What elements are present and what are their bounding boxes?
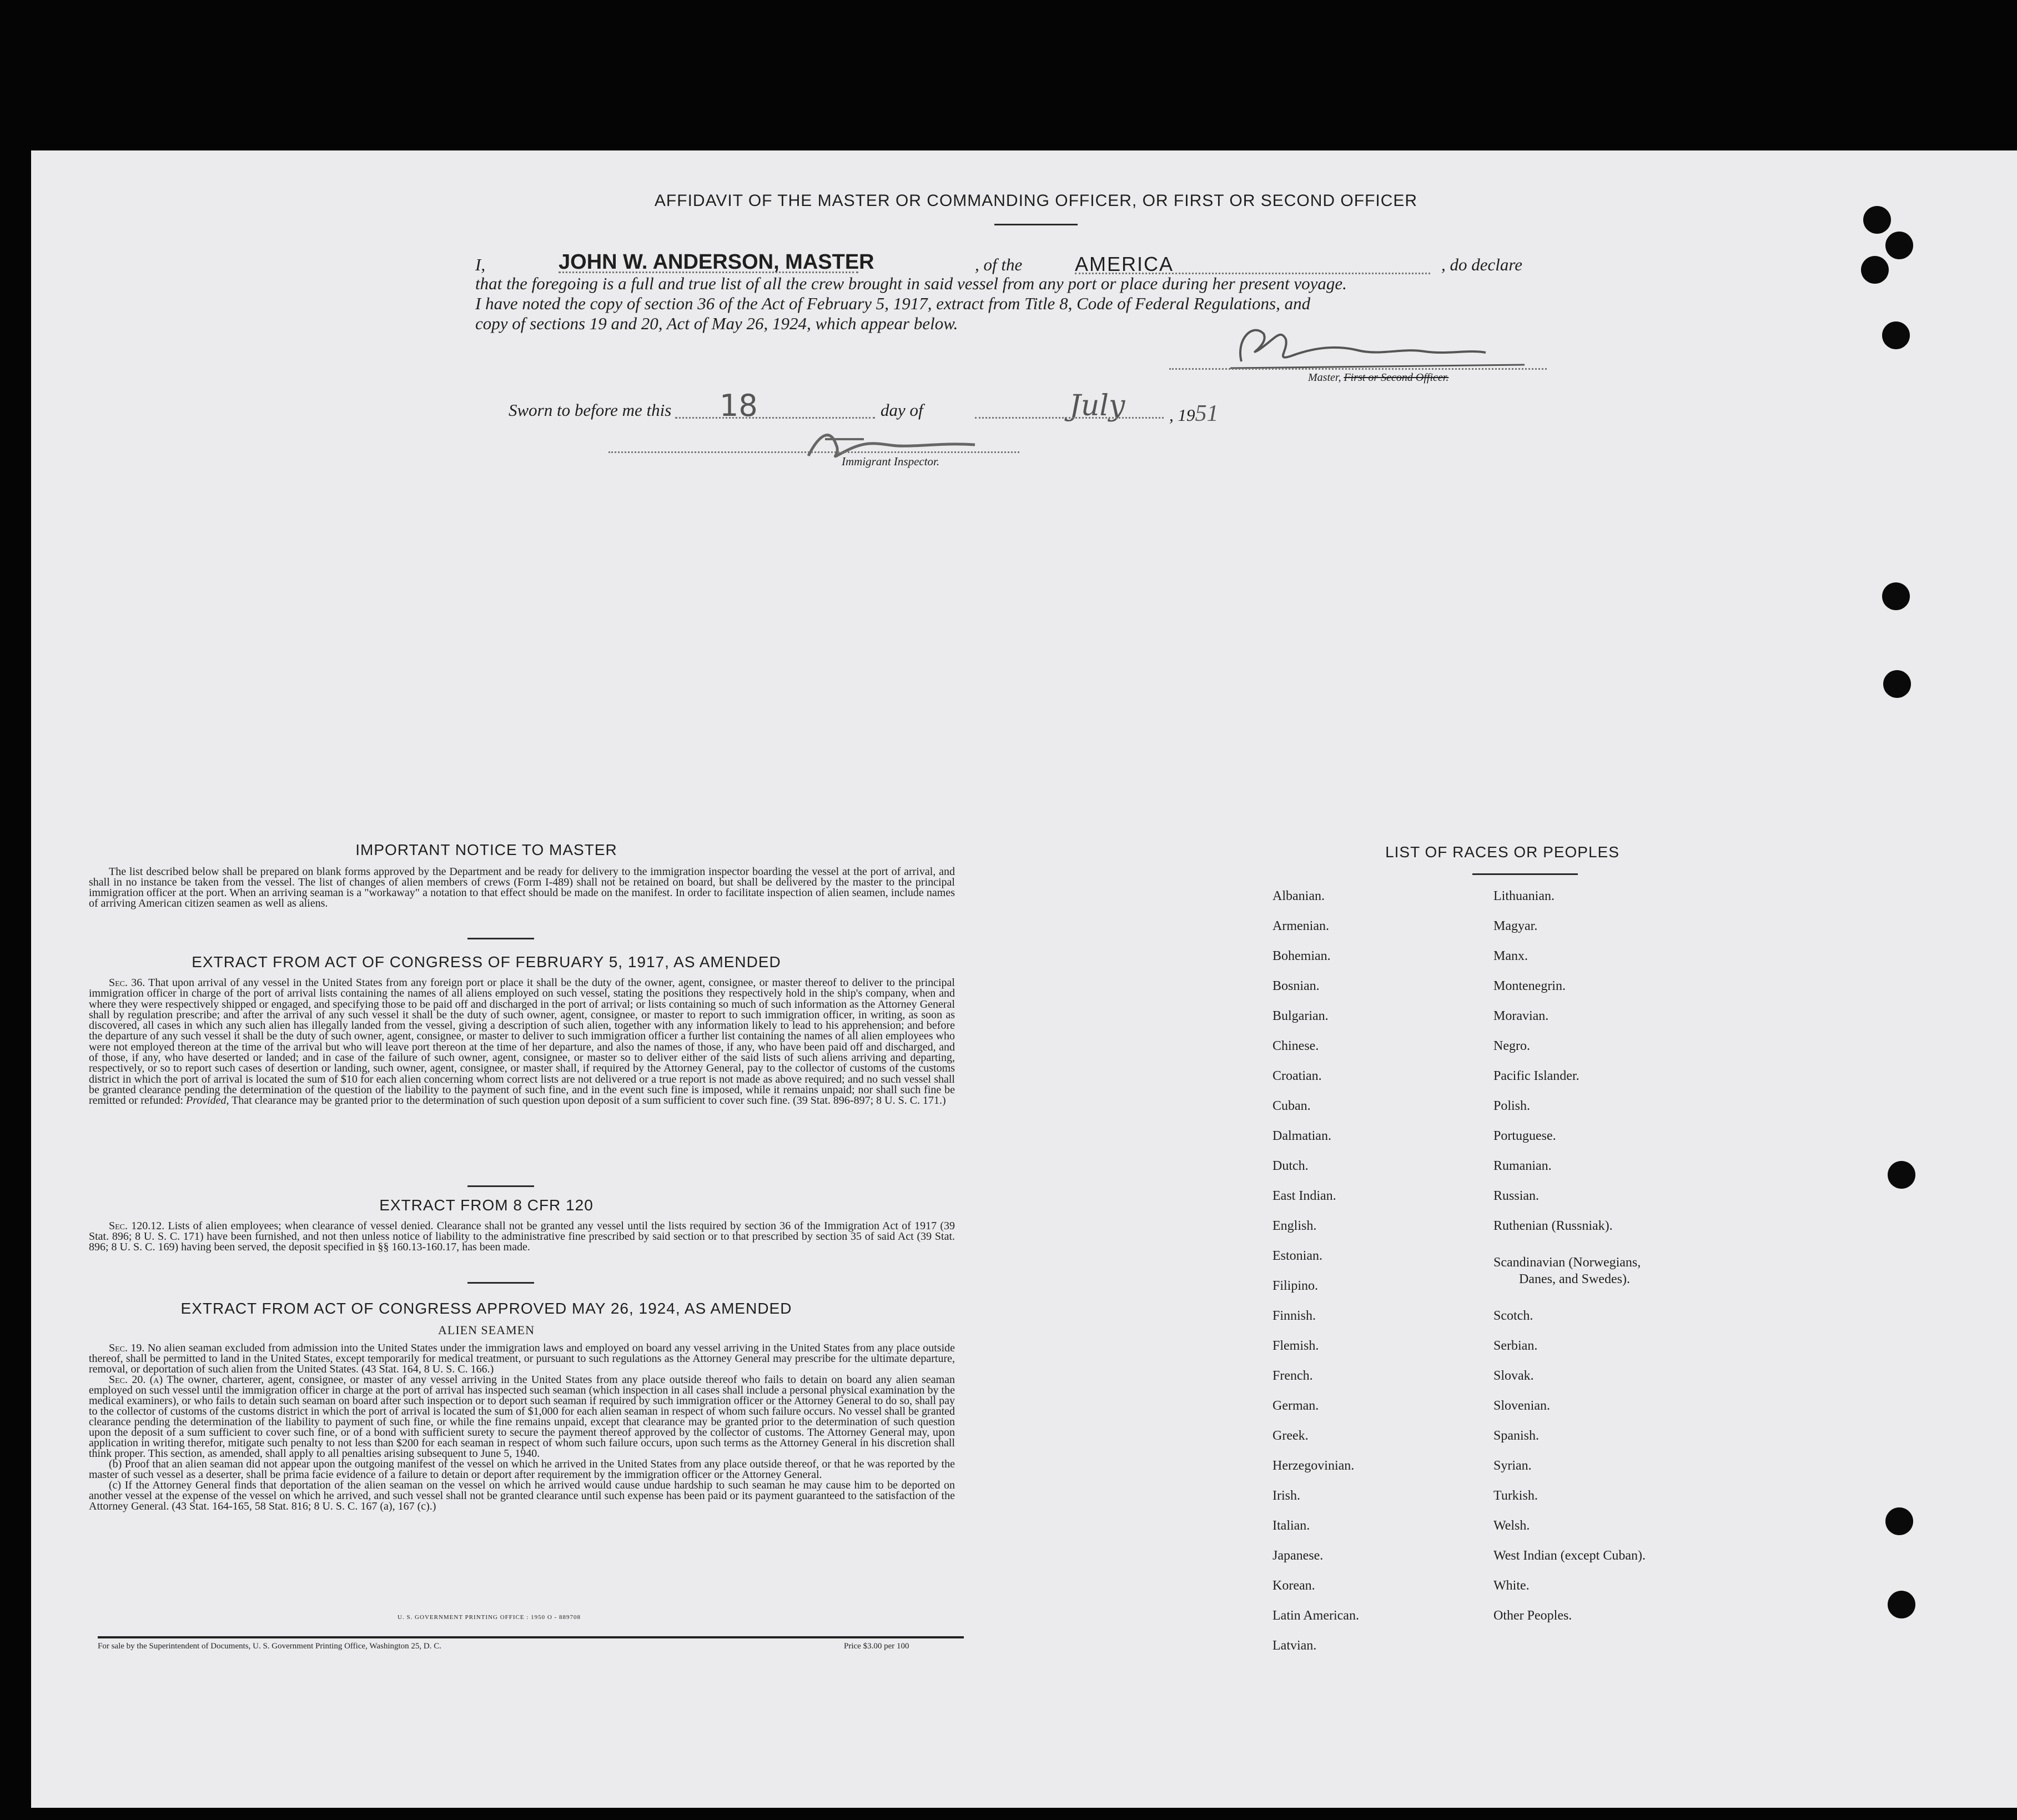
- affidavit-line-3: I have noted the copy of section 36 of the Act of February 5, 1917, extract from Title 8, Code of Federal Regulations, and: [475, 294, 1311, 313]
- form-sheet: [31, 150, 2017, 1808]
- struck-officer-text: First or Second Officer.: [1344, 371, 1449, 384]
- race-item: Irish.: [1272, 1489, 1300, 1503]
- affidavit-line-4: copy of sections 19 and 20, Act of May 26, 1924, which appear below.: [475, 314, 958, 333]
- race-item: Flemish.: [1272, 1339, 1319, 1353]
- binder-hole: [1885, 232, 1913, 259]
- race-item: Montenegrin.: [1493, 979, 1566, 993]
- extract-1924-title: EXTRACT FROM ACT OF CONGRESS APPROVED MAY 26, 1924, AS AMENDED: [180, 1300, 792, 1317]
- footer-left: For sale by the Superintendent of Documents, U. S. Government Printing Office, Washington 25, D. C.: [98, 1642, 441, 1651]
- race-item: Spanish.: [1493, 1429, 1540, 1443]
- signature-caption: Master, First or Second Officer.: [1308, 371, 1449, 384]
- race-item: Scandinavian (Norwegians,: [1493, 1255, 1641, 1270]
- race-item: English.: [1272, 1219, 1317, 1233]
- race-item: Ruthenian (Russniak).: [1493, 1219, 1613, 1233]
- notice-title: IMPORTANT NOTICE TO MASTER: [355, 841, 617, 858]
- binder-hole: [1885, 1507, 1913, 1535]
- affidavit-line-1: [475, 250, 1563, 276]
- race-item: Other Peoples.: [1493, 1608, 1572, 1623]
- race-item: Pacific Islander.: [1493, 1069, 1580, 1083]
- month-field: July: [1069, 389, 1125, 423]
- binder-hole: [1861, 256, 1889, 284]
- year-field: 51: [1195, 401, 1219, 426]
- race-item: Negro.: [1493, 1039, 1530, 1053]
- race-item: Chinese.: [1272, 1039, 1319, 1053]
- master-name-field: JOHN W. ANDERSON, MASTER: [559, 250, 874, 274]
- extract-1917-text: Sec. 36. That upon arrival of any vessel in the United States from any foreign port or place it shall be the duty of the owner, agent, consignee, or master thereof to deliver to the principal immigration officer in charge of the port of arrival lists containing the names of all aliens employed on such vessel, stating the positions they respectively hold in the ship's company, when and where they were respectively shipped or engaged, and specifying those to be paid off and discharged in the port of arrival; or lists containing so much of such information as the Attorney General shall by regulation prescribe; and after the arrival of any such vessel it shall be the duty of such owner, agent, consignee, or master to report to such immigration officer, in writing, as soon as discovered, all cases in which any such alien has illegally landed from the vessel, giving a description of such alien, together with any information likely to lead to his apprehension; and before the departure of any such vessel it shall be the duty of such owner, agent, consignee, or master to deliver to such immigration officer a further list containing the names of all alien employees who were not employed thereon at the time of the arrival but who will leave port thereon at the time of her departure, and also the names of those, if any, who have been paid off and discharged, and of those, if any, who have deserted or landed; and in case of the failure of such owner, agent, consignee, or master so to deliver either of the said lists of such aliens arriving and departing, respectively, or so to report such cases of desertion or landing, such owner, agent, consignee, or master shall, if required by the Attorney General, pay to the collector of customs of the customs district in which the port of arrival is located the sum of $10 for each alien concerning whom correct lists are not delivered or a true report is not made as above required; and no such vessel shall be granted clearance pending the determination of the question of the liability to the payment of such fine, and in the event such fine is imposed, while it remains unpaid; nor shall such fine be remitted or refunded: Provided, That clearance may be granted prior to the determination of such question upon deposit of a sum sufficient to cover such fine. (39 Stat. 896-897; 8 U. S. C. 171.): [89, 977, 955, 1107]
- title-rule: [994, 224, 1078, 225]
- race-item: Korean.: [1272, 1578, 1315, 1593]
- race-item: Estonian.: [1272, 1249, 1322, 1263]
- race-item: Syrian.: [1493, 1459, 1532, 1473]
- binder-hole: [1888, 1161, 1915, 1189]
- day-of-label: day of: [881, 400, 923, 420]
- notice-text: The list described below shall be prepared on blank forms approved by the Department and be ready for delivery to the immigration inspector boarding the vessel at the port of arrival, and shall in no instance be taken from the vessel. The list of changes of alien members of crews (Form I-489) shall not be retained on board, but shall be delivered by the master to the principal immigration officer at the port. When an arriving seaman is a "workaway" a notation to that effect should be made on the manifest. In order to facilitate inspection of alien seamen, include names of arriving American citizen seamen as well as aliens.: [89, 866, 955, 909]
- race-item: East Indian.: [1272, 1189, 1336, 1203]
- race-item: Finnish.: [1272, 1309, 1316, 1323]
- race-item: Armenian.: [1272, 919, 1329, 933]
- race-item: Bosnian.: [1272, 979, 1320, 993]
- race-item: Dalmatian.: [1272, 1129, 1331, 1143]
- race-item: Russian.: [1493, 1189, 1540, 1203]
- race-item: Slovenian.: [1493, 1399, 1550, 1413]
- footer-right: Price $3.00 per 100: [844, 1642, 909, 1651]
- race-item: Portuguese.: [1493, 1129, 1556, 1143]
- race-item: Manx.: [1493, 949, 1528, 963]
- of-the-label: , of the: [975, 255, 1023, 274]
- race-item: Filipino.: [1272, 1279, 1319, 1293]
- race-item: French.: [1272, 1369, 1313, 1383]
- race-item: Moravian.: [1493, 1009, 1549, 1023]
- extract-cfr-text: Sec. 120.12. Lists of alien employees; when clearance of vessel denied. Clearance shall not be granted any vessel until the lists required by section 36 of the Immigration Act of 1917 (39 Stat. 896; 8 U. S. C. 171) have been furnished, and not then unless notice of liability to the administrative fine prescribed by said section or to that prescribed by section 35 of said Act (39 Stat. 896; 8 U. S. C. 169) having been served, the deposit specified in §§ 160.13-160.17, has been made.: [89, 1220, 955, 1253]
- alien-seamen-subtitle: ALIEN SEAMEN: [438, 1323, 535, 1337]
- race-item: Herzegovinian.: [1272, 1459, 1355, 1473]
- race-item: Bulgarian.: [1272, 1009, 1329, 1023]
- race-item: White.: [1493, 1578, 1530, 1593]
- pronoun: I,: [475, 255, 486, 274]
- race-item: Dutch.: [1272, 1159, 1309, 1173]
- race-item: Lithuanian.: [1493, 889, 1555, 903]
- race-item: German.: [1272, 1399, 1319, 1413]
- extract-1917-title: EXTRACT FROM ACT OF CONGRESS OF FEBRUARY 5, 1917, AS AMENDED: [192, 953, 781, 971]
- race-item: West Indian (except Cuban).: [1493, 1548, 1646, 1563]
- sworn-label: Sworn to before me this: [509, 400, 672, 420]
- race-item: Slovak.: [1493, 1369, 1534, 1383]
- extract-cfr-title: EXTRACT FROM 8 CFR 120: [379, 1196, 593, 1214]
- race-item: Polish.: [1493, 1099, 1531, 1113]
- race-item: Cuban.: [1272, 1099, 1311, 1113]
- vessel-name-field: AMERICA: [1075, 253, 1174, 275]
- race-item: Latin American.: [1272, 1608, 1359, 1623]
- affidavit-title: AFFIDAVIT OF THE MASTER OR COMMANDING OFFICER, OR FIRST OR SECOND OFFICER: [654, 192, 1418, 210]
- race-item: Japanese.: [1272, 1548, 1324, 1563]
- affidavit-line-2: that the foregoing is a full and true list of all the crew brought in said vessel from any port or place during her present voyage.: [475, 274, 1347, 293]
- race-item: Scotch.: [1493, 1309, 1533, 1323]
- race-item: Greek.: [1272, 1429, 1309, 1443]
- race-item: Welsh.: [1493, 1519, 1530, 1533]
- binder-hole: [1888, 1591, 1915, 1618]
- race-item: Bohemian.: [1272, 949, 1331, 963]
- race-item: Danes, and Swedes).: [1519, 1272, 1630, 1286]
- inspector-caption: Immigrant Inspector.: [842, 455, 940, 468]
- binder-hole: [1883, 670, 1911, 698]
- do-declare-label: , do declare: [1441, 255, 1523, 274]
- binder-hole: [1882, 321, 1910, 349]
- printing-office-line: U. S. GOVERNMENT PRINTING OFFICE : 1950 O - 889708: [398, 1614, 581, 1621]
- binder-hole: [1863, 206, 1891, 234]
- extract-1924-text: Sec. 19. No alien seaman excluded from admission into the United States under the immigration laws and employed on board any vessel arriving in the United States from any place outside thereof, shall be permitted to land in the United States, except temporarily for medical treatment, or pursuant to such regulations as the Attorney General may prescribe for the ultimate departure, removal, or deportation of such alien from the United States. (43 Stat. 164, 8 U. S. C. 166.) Sec. 20. (a) The owner, charterer, agent, consignee, or master of any vessel arriving in the United States from any place outside thereof who fails to detain on board any alien seaman employed on such vessel until the immigration officer in charge at the port of arrival has inspected such seaman (which inspection in all cases shall include a personal physical examination by the medical examiners), or who fails to detain such seaman on board after such inspection or to deport such seaman if required by such immigration officer or the Attorney General to do so, shall pay to the collector of customs of the customs district in which the port of arrival is located the sum of $1,000 for each alien seaman in respect of whom such failure occurs. No vessel shall be granted clearance pending the determination of the liability to payment of such fine, or while the fine remains unpaid, except that clearance may be granted prior to the determination of such question upon the deposit of a sum sufficient to cover such fine, or of a bond with sufficient surety to secure the payment thereof approved by the collector of customs. The Attorney General may, upon application in writing therefor, mitigate such penalty to not less than $200 for each seaman in respect of whom such failure occurs, upon such terms as the Attorney General in his discretion shall think proper. This section, as amended, shall apply to all penalties arising subsequent to June 5, 1940. (b) Proof that an alien seaman did not appear upon the outgoing manifest of the vessel on which he arrived in the United States from any place outside thereof, or that he was reported by the master of such vessel as a deserter, shall be prima facie evidence of a failure to detain or deport after requirement by the immigration officer or the Attorney General. (c) If the Attorney General finds that deportation of the alien seaman on the vessel on which he arrived would cause undue hardship to such seaman he may cause him to be deported on another vessel at the expense of the vessel on which he arrived, and such vessel shall not be granted clearance until such expense has been paid or its payment guaranteed to the satisfaction of the Attorney General. (43 Stat. 164-165, 58 Stat. 816; 8 U. S. C. 167 (a), 167 (c).): [89, 1342, 955, 1512]
- year-label: , 1951: [1169, 401, 1219, 426]
- races-title: LIST OF RACES OR PEOPLES: [1385, 843, 1619, 861]
- binder-hole: [1882, 582, 1910, 610]
- race-item: Albanian.: [1272, 889, 1325, 903]
- race-item: Latvian.: [1272, 1638, 1317, 1653]
- day-field: 18: [720, 388, 758, 423]
- race-item: Serbian.: [1493, 1339, 1538, 1353]
- race-item: Turkish.: [1493, 1489, 1538, 1503]
- race-item: Croatian.: [1272, 1069, 1322, 1083]
- race-item: Rumanian.: [1493, 1159, 1552, 1173]
- race-item: Italian.: [1272, 1519, 1310, 1533]
- race-item: Magyar.: [1493, 919, 1538, 933]
